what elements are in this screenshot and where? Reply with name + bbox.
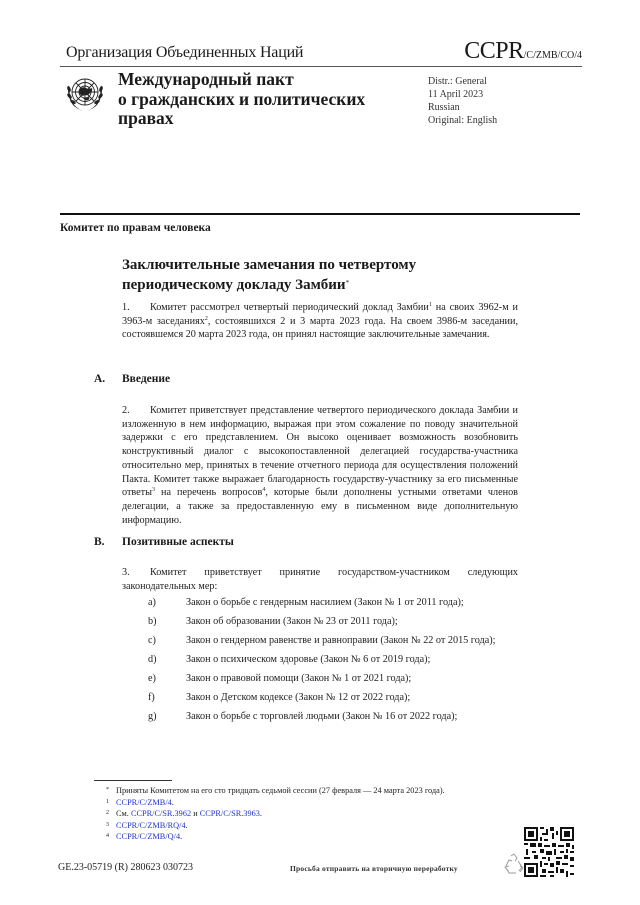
footnote-item: * Приняты Комитетом на его сто тридцать седьмой сессии (27 февраля — 24 марта 2023 года). <box>106 786 445 795</box>
treaty-title-line: Международный пакт <box>118 69 294 89</box>
paragraph-number: 1. <box>122 302 130 313</box>
committee-name: Комитет по правам человека <box>60 222 211 234</box>
section-divider <box>60 213 580 215</box>
document-symbol-main: CCPR <box>464 38 524 64</box>
section-title: Введение <box>122 373 171 385</box>
qr-code-icon[interactable] <box>524 827 574 877</box>
document-link[interactable]: CCPR/C/ZMB/Q/4 <box>116 832 181 841</box>
document-title-line: периодическому докладу Замбии* <box>122 277 350 293</box>
section-letter: A. <box>94 373 106 385</box>
footnote-item: 3 CCPR/C/ZMB/RQ/4. <box>106 820 188 830</box>
footnote-ref[interactable]: 2 <box>204 315 208 322</box>
organization-name: Организация Объединенных Наций <box>66 44 304 61</box>
document-language: Russian <box>428 102 460 113</box>
document-title <box>122 256 416 294</box>
footnote-ref[interactable]: 1 <box>428 302 432 308</box>
document-link[interactable]: CCPR/C/ZMB/4 <box>116 797 172 807</box>
section-heading-a <box>94 373 171 385</box>
document-link[interactable]: CCPR/C/SR.3963 <box>199 809 260 818</box>
recycle-icon <box>502 852 526 878</box>
document-link[interactable]: CCPR/C/SR.3962 <box>130 809 192 818</box>
paragraph-1: 1. Комитет рассмотрел четвертый периодический доклад Замбии$^1$ на своих 3962-м и 3963-м заседаниях$^2$, состоявшихся 2 и 3 марта 2023 года. На своем 3986-м заседании, состоявшемся 20 марта 2023 года, он принял настоящие заключительные замечания. <box>122 302 518 341</box>
treaty-title-line: о гражданских и политических <box>118 88 366 109</box>
footnotes <box>106 785 445 843</box>
document-link[interactable]: CCPR/C/ZMB/RQ/4 <box>116 820 186 830</box>
footnote-separator <box>94 780 172 781</box>
document-title-line: Заключительные замечания по четвертому <box>122 257 417 273</box>
paragraph-3: 3. Комитет приветствует принятие государством-участником следующих законодательных мер: <box>122 567 518 592</box>
footnote-item: 2 См. CCPR/C/SR.3962 и CCPR/C/SR.3963. <box>106 809 262 818</box>
distribution-info <box>428 75 497 127</box>
un-emblem-icon <box>63 71 107 115</box>
treaty-title <box>118 70 365 129</box>
section-title: Позитивные аспекты <box>122 536 234 548</box>
document-symbol <box>464 38 582 65</box>
section-heading-b <box>94 536 234 548</box>
footnote-item: 4 CCPR/C/ZMB/Q/4. <box>106 832 183 841</box>
section-letter: B. <box>94 536 105 548</box>
footnote-item: 1 CCPR/C/ZMB/4. <box>106 797 174 807</box>
recycle-notice: Просьба отправить на вторичную переработку <box>290 864 458 873</box>
job-number: GE.23-05719 (R) 280623 030723 <box>58 862 193 873</box>
header-rule <box>60 66 582 67</box>
footnote-ref[interactable]: 3 <box>151 487 155 494</box>
document-symbol-suffix: /C/ZMB/CO/4 <box>523 50 582 61</box>
footnote-ref[interactable]: * <box>345 279 350 287</box>
paragraph-number: 2. <box>122 405 130 416</box>
paragraph-number: 3. <box>122 567 130 578</box>
footnote-ref[interactable]: 4 <box>262 487 266 494</box>
treaty-title-line: правах <box>118 108 174 128</box>
paragraph-2: 2. Комитет приветствует представление четвертого периодического доклада Замбии и изложенную в нем информацию, выражая при этом сожаление по поводу значительной задержки с его представлением. Он высоко оценивает возможность возобновить конструктивный диалог с высокопоставленной делегацией государства-участника относительно мер, принятых в течение отчетного периода для осуществления положений Пакта. Комитет также выражает благодарность государству-участнику за его письменные ответы$^3$ на перечень вопросов$^4$, которые были дополнены устными ответами членов делегации, а также за предоставленную ему в письменном виде дополнительную информацию. <box>122 405 518 526</box>
document-date: 11 April 2023 <box>428 89 484 100</box>
distribution-type: Distr.: General <box>428 76 487 87</box>
original-language: Original: English <box>428 115 498 126</box>
